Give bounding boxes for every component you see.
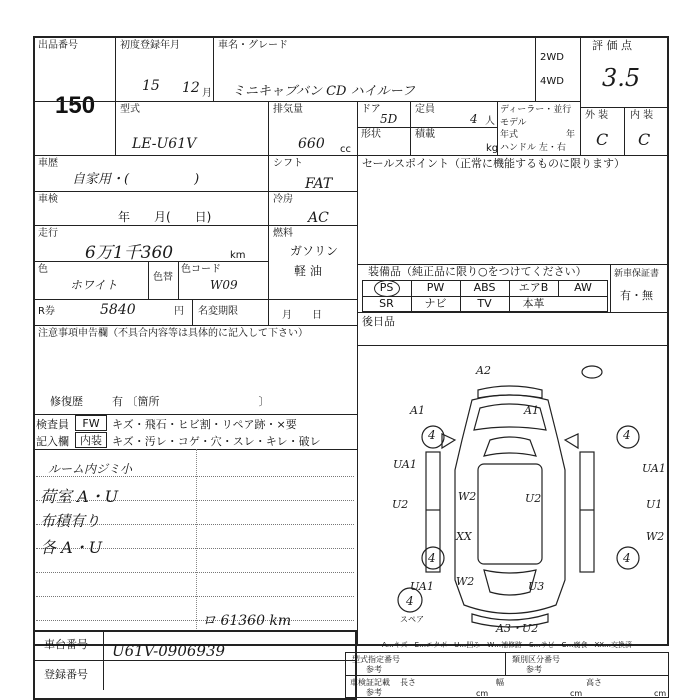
equip-airbag: エアB [518, 281, 549, 294]
reg-no-label: 登録番号 [44, 668, 88, 681]
mark-tire-rr: 4 [623, 551, 631, 565]
equip-abs: ABS [473, 281, 496, 294]
doors: 5D [380, 112, 398, 126]
equip-pw: PW [426, 281, 445, 294]
car-name-label: 車名・グレード [218, 40, 288, 51]
class-label: 類別区分番号 [512, 655, 560, 664]
reg-date-label: 初度登録年月 [120, 40, 180, 51]
capacity: 4 [470, 112, 478, 126]
note-2: 荷室 A・U [40, 487, 119, 506]
mark-u2-left: U2 [392, 498, 409, 511]
warranty-label: 新車保証書 [614, 269, 660, 279]
model: LE-U61V [132, 136, 197, 152]
equip-navi: ナビ [424, 297, 447, 310]
recycle-unit: 円 [174, 306, 184, 317]
sales-label: セールスポイント（正常に機能するものに限ります） [362, 157, 626, 170]
ac-label: 冷房 [273, 194, 293, 205]
len-label: 長さ [400, 678, 416, 687]
disp-unit: cc [340, 144, 351, 155]
year-unit: 年 [566, 130, 576, 140]
ac: AC [308, 210, 329, 226]
reg-month: 12 [182, 80, 200, 96]
color: ホワイト [70, 278, 118, 292]
odo-note: ロ 61360 km [202, 613, 292, 629]
ps-circle [374, 280, 400, 297]
fuel-diesel: 軽 油 [294, 264, 322, 278]
year-label: 年式 [500, 130, 519, 140]
reg-month-unit: 月 [202, 88, 212, 99]
check-fw: FW [75, 415, 107, 431]
width-unit: cm [570, 689, 583, 698]
capacity-label: 定員 [415, 104, 435, 115]
fuel-gas: ガソリン [290, 244, 339, 258]
lot-number: 150 [55, 92, 96, 119]
height-label: 高さ [586, 678, 602, 687]
tax-text: 月 日 [282, 310, 322, 321]
equip-leather: 本革 [522, 297, 545, 310]
car-damage-diagram [360, 360, 665, 630]
fuel-label: 燃料 [273, 228, 293, 239]
color-label: 色 [38, 264, 48, 275]
check-label: 検査員 [36, 418, 69, 431]
equip-ps: PS [379, 281, 394, 294]
score: 3.5 [602, 64, 641, 92]
mark-u3: U3 [528, 580, 545, 593]
notes-label: 注意事項申告欄（不具合内容等は具体的に記入して下さい） [38, 328, 308, 339]
damage-legend: A…キズ E…エクボ U…凹み W…補修跡 S…サビ C…腐食 XX…交換済 [382, 641, 633, 649]
door-label: ドア [361, 104, 381, 115]
mileage: 6万1千360 [85, 243, 174, 263]
note-4: 各 A・U [40, 538, 103, 557]
dealer-label: ディーラー・並行 [500, 105, 572, 115]
shape-label: 形状 [361, 129, 381, 140]
repair-text: 有 〔箇所 〕 [112, 395, 270, 408]
int-label: 内 装 [630, 110, 654, 121]
mark-w2-right: W2 [646, 530, 665, 543]
equip-sr: SR [379, 297, 394, 310]
mark-a3-u2: A3・U2 [496, 622, 539, 635]
mark-a2: A2 [476, 364, 491, 377]
model-label: 型式 [120, 104, 140, 115]
score-label: 評 価 点 [592, 39, 632, 52]
mark-ua1-right: UA1 [642, 462, 666, 475]
color-code: W09 [210, 278, 238, 292]
mark-w2-left: W2 [458, 490, 477, 503]
load-unit: kg [486, 143, 499, 154]
len-unit: cm [476, 689, 489, 698]
width-label: 幅 [496, 678, 504, 687]
int-grade: C [638, 130, 651, 149]
disp-label: 排気量 [273, 104, 303, 115]
lot-label: 出品番号 [38, 40, 78, 51]
entry-label: 記入欄 [36, 435, 69, 448]
color-change-label: 色替 [153, 272, 173, 283]
history: 自家用・( ) [72, 172, 200, 187]
shift: FAT [305, 176, 333, 192]
mark-ua1-rear: UA1 [410, 580, 434, 593]
inspect-text: 年 月( 日) [118, 210, 212, 224]
drive-4wd: 4WD [540, 76, 564, 87]
mark-a1-hood: A1 [524, 404, 539, 417]
mark-u1-right: U1 [646, 498, 663, 511]
mark-spare: 4 [406, 594, 414, 608]
type-ref: 参考 [366, 665, 382, 674]
recycle-label: R券 [38, 306, 55, 317]
check-items: キズ・飛石・ヒビ割・リペア跡・×要 [112, 418, 297, 431]
class-ref: 参考 [526, 665, 542, 674]
mark-xx: XX [456, 530, 472, 543]
model-year-label: モデル [500, 118, 527, 128]
warranty-value: 有・無 [620, 289, 653, 302]
size-label: 車検証記載 [350, 678, 390, 687]
size-ref: 参考 [366, 688, 382, 697]
inspect-label: 車検 [38, 194, 58, 205]
mark-tire-fr: 4 [623, 428, 631, 442]
history-label: 車歴 [38, 158, 58, 169]
capacity-unit: 人 [485, 116, 495, 127]
tax-label: 名変期限 [198, 306, 238, 317]
mileage-label: 走行 [38, 228, 58, 239]
mark-tire-fl: 4 [428, 428, 436, 442]
color-code-label: 色コード [181, 264, 221, 275]
entry-int: 内装 [75, 432, 107, 448]
ext-grade: C [596, 130, 609, 149]
mark-ua1-left: UA1 [393, 458, 417, 471]
ext-label: 外 装 [585, 110, 609, 121]
equip-tv: TV [477, 297, 492, 310]
mark-a1-left: A1 [410, 404, 425, 417]
recycle: 5840 [100, 302, 136, 318]
equip-aw: AW [574, 281, 592, 294]
shift-label: シフト [273, 158, 303, 169]
height-unit: cm [654, 689, 667, 698]
entry-items: キズ・汚レ・コゲ・穴・スレ・キレ・破レ [112, 435, 321, 448]
spare-label: スペア [400, 615, 424, 624]
note-3: 布積有り [40, 512, 101, 530]
handle-label: ハンドル 左・右 [500, 143, 566, 153]
note-1: ルーム内ジミ小 [48, 462, 133, 476]
mark-w2-rear-left: W2 [456, 575, 475, 588]
seat-label: 後日品 [362, 315, 395, 328]
chassis: U61V-0906939 [112, 642, 226, 660]
equip-label: 装備品（純正品に限り○をつけてください） [368, 265, 587, 278]
load-label: 積載 [415, 129, 435, 140]
drive-2wd: 2WD [540, 52, 564, 63]
chassis-label: 車台番号 [44, 638, 88, 651]
disp: 660 [298, 136, 325, 152]
reg-year: 15 [142, 78, 160, 94]
type-label: 型式指定番号 [352, 655, 400, 664]
mark-u2-roof: U2 [525, 492, 542, 505]
car-name: ミニキャブバン CD ハイルーフ [232, 84, 415, 99]
repair-label: 修復歴 [50, 395, 83, 408]
mileage-unit: km [230, 250, 246, 261]
mark-tire-rl: 4 [428, 551, 436, 565]
